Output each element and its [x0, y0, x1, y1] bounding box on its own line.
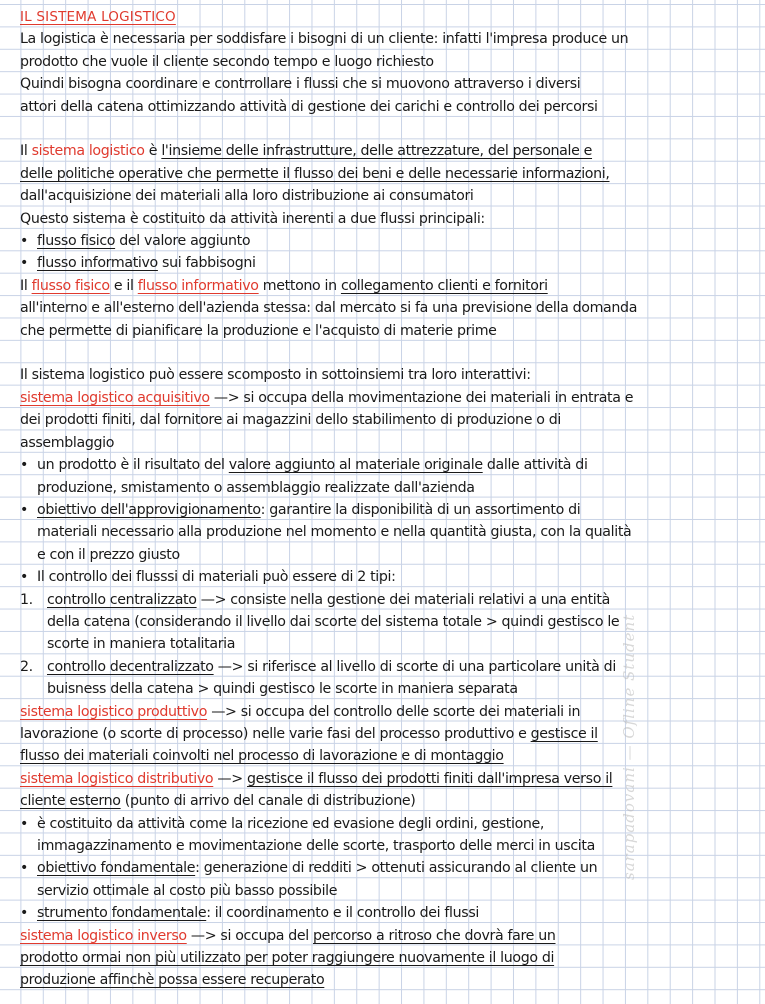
bullet-item: • flusso informativo sui fabbisogni	[20, 252, 755, 274]
text-line: dall'acquisizione dei materiali alla loro distribuzione ai consumatori	[20, 188, 474, 205]
numbered-continuation: scorte in maniera totalitaria	[47, 636, 236, 653]
numbered-item: 2. controllo decentralizzato —> si riferisce al livello di scorte di una particolare unità di	[20, 658, 616, 675]
bullet-item: • flusso fisico del valore aggiunto	[20, 230, 755, 252]
distributivo-line: sistema logistico distributivo —> gestisce il flusso dei prodotti finiti dall'impresa verso il	[20, 770, 613, 787]
text-line: prodotto ormai non più utilizzato per poter raggiungere nuovamente il luogo di	[20, 950, 555, 967]
numbered-continuation: della catena (considerando il livello dai scorte del sistema totale > quindi gestisco le	[47, 613, 620, 630]
text-line: La logistica è necessaria per soddisfare i bisogni di un cliente: infatti l'impresa produce un	[20, 31, 629, 48]
term-inverso: sistema logistico inverso	[20, 927, 187, 944]
term-distributivo: sistema logistico distributivo	[20, 770, 214, 787]
acquisitivo-line: sistema logistico acquisitivo —> si occupa della movimentazione dei materiali in entrata e	[20, 389, 634, 406]
text-line: cliente esterno (punto di arrivo del canale di distribuzione)	[20, 793, 416, 810]
definition-line: delle politiche operative che permette il flusso dei beni e delle necessarie informazioni,	[20, 165, 610, 182]
numbered-item: 1. controllo centralizzato —> consiste nella gestione dei materiali relativi a una entità	[20, 591, 610, 608]
bullet-item: • obiettivo fondamentale: generazione di redditi > ottenuti assicurando al cliente un	[20, 857, 755, 879]
bullet-continuation: materiali necessario alla produzione nel momento e nella quantità giusta, con la qualità	[37, 524, 632, 541]
text-line: prodotto che vuole il cliente secondo tempo e luogo richiesto	[20, 53, 434, 70]
text-line: lavorazione (o scorte di processo) nelle varie fasi del processo produttivo e gestisce il	[20, 725, 598, 742]
term-produttivo: sistema logistico produttivo	[20, 703, 208, 720]
bullet-continuation: immagazzinamento e movimentazione delle scorte, trasporto delle merci in uscita	[37, 838, 595, 854]
text-line: Quindi bisogna coordinare e contrrollare i flussi che si muovono attraverso i diversi	[20, 76, 581, 93]
text-line: che permette di pianificare la produzione e l'acquisto di materie prime	[20, 322, 497, 339]
text-line: all'interno e all'esterno dell'azienda stessa: dal mercato si fa una previsione della domanda	[20, 300, 638, 317]
bullet-continuation: e con il prezzo giusto	[37, 546, 180, 563]
watermark: sarapadovani — Ofline Student	[620, 613, 638, 880]
spacer	[20, 118, 755, 140]
produttivo-line: sistema logistico produttivo —> si occupa del controllo delle scorte dei materiali in	[20, 703, 581, 720]
term-flusso-fisico: flusso fisico	[31, 277, 110, 294]
bullet-continuation: produzione, smistamento o assemblaggio realizzate dall'azienda	[37, 479, 475, 496]
term-flusso-informativo: flusso informativo	[137, 277, 259, 294]
definition-line: Il sistema logistico è l'insieme delle infrastrutture, delle attrezzature, del personale e	[20, 143, 593, 160]
text-line: flusso dei materiali coinvolti nel processo di lavorazione e di montaggio	[20, 748, 504, 765]
inverso-line: sistema logistico inverso —> si occupa del percorso a ritroso che dovrà fare un	[20, 927, 556, 944]
term-acquisitivo: sistema logistico acquisitivo	[20, 389, 210, 406]
bullet-continuation: servizio ottimale al costo più basso possibile	[37, 882, 338, 899]
page-title: IL SISTEMA LOGISTICO	[20, 9, 176, 25]
text-line: attori della catena ottimizzando attività di gestione dei carichi e controllo dei percorsi	[20, 98, 598, 115]
text-line: Il sistema logistico può essere scomposto in sottoinsiemi tra loro interattivi:	[20, 367, 531, 384]
term-sistema-logistico: sistema logistico	[31, 143, 145, 160]
text-line: Il flusso fisico e il flusso informativo mettono in collegamento clienti e fornitori	[20, 277, 548, 294]
bullet-item: • un prodotto è il risultato del valore aggiunto al materiale originale dalle attività di	[20, 454, 755, 476]
text-line: produzione affinchè possa essere recuperato	[20, 972, 325, 989]
notes-page	[20, 6, 755, 992]
text-line: assemblaggio	[20, 434, 115, 451]
bullet-item: • strumento fondamentale: il coordinamento e il controllo dei flussi	[20, 902, 755, 924]
numbered-continuation: buisness della catena > quindi gestisco le scorte in maniera separata	[47, 681, 518, 698]
bullet-item: • obiettivo dell'approvigionamento: garantire la disponibilità di un assortimento di	[20, 499, 755, 521]
text-line: Questo sistema è costituito da attività inerenti a due flussi principali:	[20, 210, 485, 227]
bullet-item: • Il controllo dei flusssi di materiali può essere di 2 tipi:	[20, 566, 755, 588]
spacer	[20, 342, 755, 364]
bullet-item: • è costituito da attività come la ricezione ed evasione degli ordini, gestione,	[20, 813, 755, 835]
text-line: dei prodotti finiti, dal fornitore ai magazzini dello stabilimento di produzione o di	[20, 412, 561, 429]
